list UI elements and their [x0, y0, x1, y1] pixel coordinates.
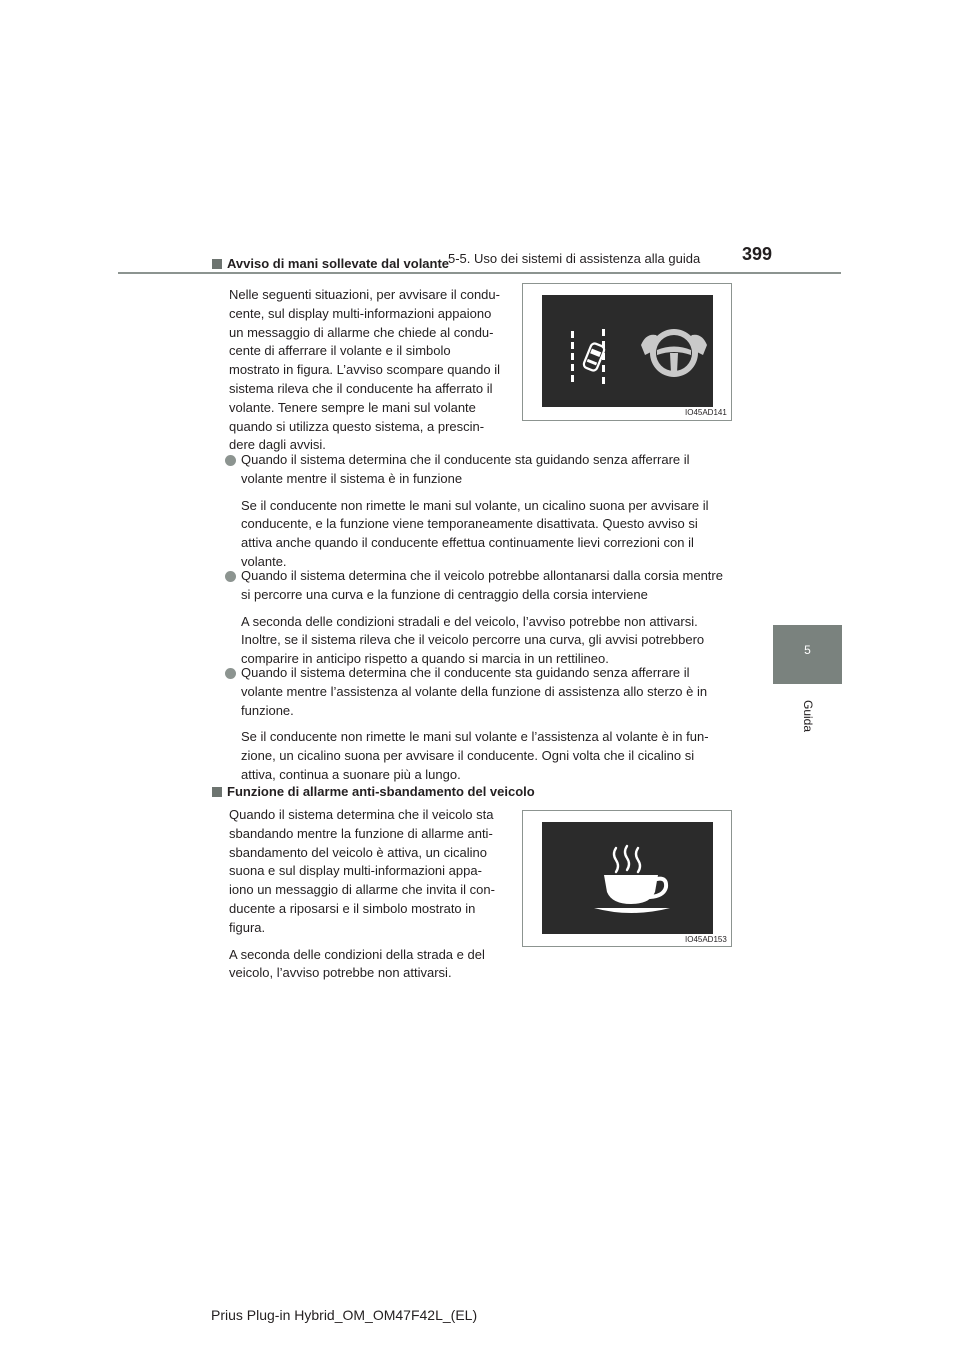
text-line: sistema rileva che il conducente ha afferrato il — [229, 380, 493, 396]
bullet-body-line: volante. — [241, 553, 287, 569]
figure-code: IO45AD153 — [685, 935, 727, 944]
heading-square-icon — [212, 259, 222, 269]
text-line: dere dagli avvisi. — [229, 437, 326, 453]
text-line: figura. — [229, 919, 266, 935]
document-id: Prius Plug-in Hybrid_OM_OM47F42L_(EL) — [211, 1307, 478, 1323]
bullet-body-line: A seconda delle condizioni stradali e del veicolo, l’avviso potrebbe non attivarsi. — [241, 613, 698, 629]
bullet-title-line: Quando il sistema determina che il conducente sta guidando senza afferrare il — [241, 452, 690, 467]
bullet-body-line: Inoltre, se il sistema rileva che il veicolo percorre una curva, gli avvisi potrebbero — [241, 632, 705, 648]
bullet-body-line: comparire in anticipo rispetto a quando si marcia in un rettilineo. — [241, 651, 609, 667]
heading-square-icon — [212, 787, 222, 797]
bullet-body-line: Se il conducente non rimette le mani sul volante, un cicalino suona per avvisare il — [241, 497, 709, 513]
text-line: un messaggio di allarme che chiede al condu- — [229, 324, 494, 340]
text-line: suona e sul display multi-informazioni appa- — [229, 863, 482, 879]
text-line: sbandamento del veicolo è attiva, un cicalino — [229, 844, 487, 860]
bullet-item-1 — [241, 451, 749, 572]
page-number: 399 — [742, 244, 773, 264]
bullet-title-line: Quando il sistema determina che il conducente sta guidando senza afferrare il — [241, 665, 690, 680]
bullet-body-line: attiva anche quando il conducente effettua continuamente lievi correzioni con il — [241, 535, 694, 551]
bullet-icon — [225, 668, 236, 679]
bullet-body-line: conducente, e la funzione viene temporaneamente disattivata. Questo avviso si — [241, 516, 698, 532]
figure-hands-off-wheel — [522, 283, 732, 421]
text-line: A seconda delle condizioni della strada e del — [229, 946, 485, 962]
hands-on-wheel-icon — [542, 295, 713, 407]
text-line: volante. Tenere sempre le mani sul volante — [229, 399, 476, 415]
figure-rest-warning — [522, 810, 732, 947]
text-line: cente, sul display multi-informazioni appaiono — [229, 305, 492, 321]
text-line: mostrato in figura. L’avviso scompare quando il — [229, 362, 500, 378]
bullet-body-line: zione, un cicalino suona per avvisare il conducente. Ogni volta che il cicalino si — [241, 748, 695, 764]
intro-paragraph-2 — [229, 806, 506, 983]
bullet-title-line: volante mentre il sistema è in funzione — [241, 470, 463, 486]
text-line: veicolo, l’avviso potrebbe non attivarsi. — [229, 965, 452, 981]
section-heading-drowsiness — [212, 784, 535, 799]
text-line: quando si utilizza questo sistema, a prescin- — [229, 418, 485, 434]
chapter-number: 5 — [804, 643, 811, 657]
bullet-title-line: si percorre una curva e la funzione di centraggio della corsia interviene — [241, 586, 648, 602]
intro-paragraph-1 — [229, 286, 506, 455]
display-screen — [542, 295, 713, 407]
heading-text: Funzione di allarme anti-sbandamento del veicolo — [227, 784, 535, 799]
text-line: ducente a riposarsi e il simbolo mostrato in — [229, 900, 476, 916]
chapter-label-box — [773, 686, 842, 746]
bullet-title-line: Quando il sistema determina che il veicolo potrebbe allontanarsi dalla corsia mentre — [241, 568, 723, 583]
bullet-body-line: attiva, continua a suonare più a lungo. — [241, 766, 461, 782]
display-screen — [542, 822, 713, 934]
bullet-item-2 — [241, 567, 749, 669]
heading-text: Avviso di mani sollevate dal volante — [227, 256, 450, 271]
bullet-icon — [225, 455, 236, 466]
bullet-title-line: volante mentre l’assistenza al volante della funzione di assistenza allo sterzo è in — [241, 683, 708, 699]
header-divider — [118, 272, 841, 274]
text-line: Quando il sistema determina che il veicolo sta — [229, 807, 494, 822]
bullet-body-line: Se il conducente non rimette le mani sul volante e l’assistenza al volante è in fun- — [241, 729, 709, 745]
section-heading-hands-off — [212, 256, 449, 271]
chapter-label: Guida — [800, 699, 815, 733]
bullet-icon — [225, 571, 236, 582]
bullet-title-line: funzione. — [241, 702, 294, 718]
text-line: Nelle seguenti situazioni, per avvisare il condu- — [229, 287, 500, 302]
text-line: sbandando mentre la funzione di allarme anti- — [229, 825, 493, 841]
section-title: 5-5. Uso dei sistemi di assistenza alla guida — [448, 251, 701, 266]
text-line: iono un messaggio di allarme che invita il con- — [229, 882, 495, 898]
figure-code: IO45AD141 — [685, 408, 727, 417]
bullet-item-3 — [241, 664, 749, 785]
text-line: cente di afferrare il volante e il simbolo — [229, 343, 451, 359]
coffee-cup-icon — [542, 822, 713, 934]
